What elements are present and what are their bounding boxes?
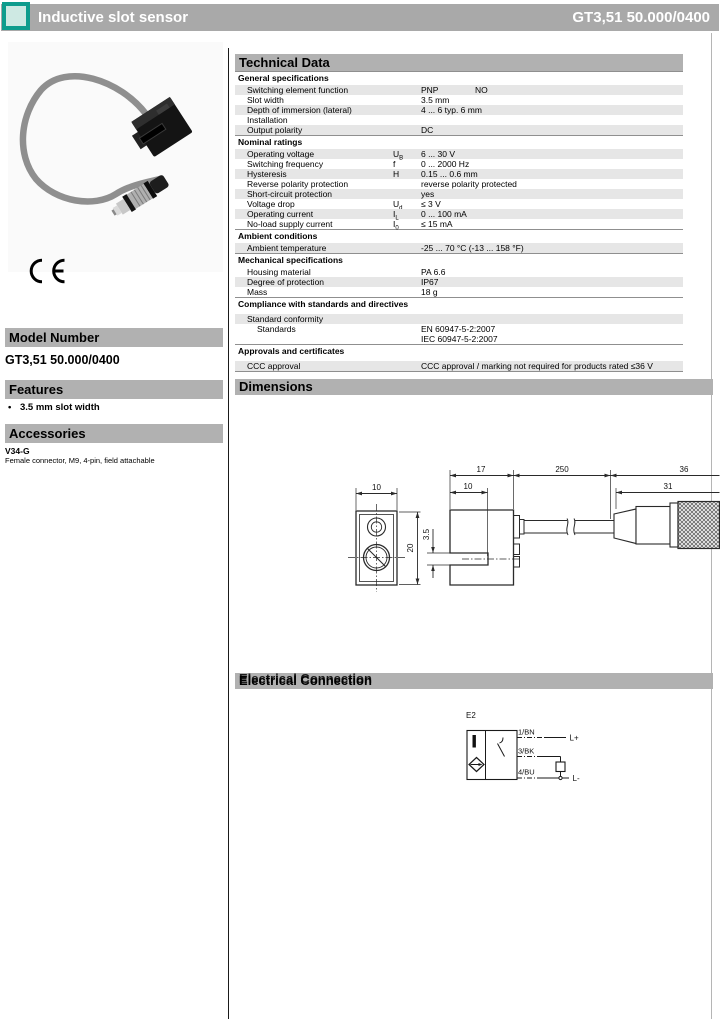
row-value: 0.15 ... 0.6 mm	[421, 169, 478, 179]
load-symbol	[556, 762, 565, 772]
dim-front-width: 10	[372, 483, 381, 492]
row-value-2: NO	[475, 85, 488, 95]
row-label: Hysteresis	[247, 169, 287, 179]
row-label: Reverse polarity protection	[247, 179, 349, 189]
row-value: 6 ... 30 V	[421, 149, 456, 159]
row-value: PNP	[421, 85, 439, 95]
table-section-title: Nominal ratings	[235, 135, 683, 149]
row-label: Installation	[247, 115, 288, 125]
column-divider	[228, 48, 229, 1019]
table-row	[235, 361, 683, 372]
circuit-label: E2	[466, 711, 476, 720]
output-symbol	[473, 735, 476, 748]
table-row	[235, 243, 683, 253]
row-value: -25 ... 70 °C (-13 ... 158 °F)	[421, 243, 524, 253]
table-row	[235, 324, 683, 344]
feature-item	[8, 402, 100, 413]
table-row	[235, 125, 683, 135]
table-row	[235, 105, 683, 115]
table-row	[235, 189, 683, 199]
junction-node	[559, 776, 562, 779]
row-value: IP67	[421, 277, 439, 287]
row-label: Housing material	[247, 267, 311, 277]
table-row	[235, 159, 683, 169]
row-label: Mass	[247, 287, 268, 297]
row-value: 3.5 mm	[421, 95, 450, 105]
table-section	[235, 297, 683, 344]
table-row	[235, 149, 683, 162]
table-section	[235, 253, 683, 297]
row-value: ≤ 15 mA	[421, 219, 453, 229]
terminal-minus-label: L-	[572, 774, 580, 783]
dim-connector-length: 36	[679, 465, 689, 474]
table-section	[235, 229, 683, 253]
row-value: EN 60947-5-2:2007 IEC 60947-5-2:2007	[421, 324, 498, 344]
row-value: CCC approval / marking not required for products rated ≤36 V	[421, 361, 653, 371]
model-number-heading: Model Number	[5, 328, 223, 347]
accessories-heading: Accessories	[5, 424, 223, 443]
table-section	[235, 71, 683, 135]
brand-logo-icon	[2, 2, 30, 30]
dim-slot-width: 3.5	[422, 528, 431, 541]
page-title: Inductive slot sensor	[38, 9, 189, 26]
ce-mark-icon	[25, 258, 67, 284]
row-value: ≤ 3 V	[421, 199, 441, 209]
row-label: Operating voltage	[247, 149, 315, 159]
row-value: DC	[421, 125, 434, 135]
table-section	[235, 344, 683, 372]
table-row	[235, 169, 683, 179]
table-row	[235, 267, 683, 277]
dim-fork-width: 17	[476, 465, 486, 474]
pin1-label: 1/BN	[518, 727, 535, 737]
table-row	[235, 287, 683, 297]
row-value: 0 ... 100 mA	[421, 209, 467, 219]
row-label: Switching frequency	[247, 159, 324, 169]
terminal-plus-label: L+	[569, 733, 579, 743]
technical-data-heading: Technical Data	[235, 54, 683, 71]
dim-slot-depth: 10	[463, 482, 473, 491]
table-section-title: General specifications	[235, 71, 683, 85]
table-section-title: Approvals and certificates	[235, 344, 683, 361]
row-value: 18 g	[421, 287, 438, 297]
row-label: No-load supply current	[247, 219, 333, 229]
accessory-description: Female connector, M9, 4-pin, field attachable	[5, 456, 155, 465]
row-label: Depth of immersion (lateral)	[247, 105, 352, 115]
features-heading: Features	[5, 380, 223, 399]
pin4-label: 4/BU	[518, 767, 535, 777]
row-label: Degree of protection	[247, 277, 325, 287]
row-value: 4 ... 6 typ. 6 mm	[421, 105, 482, 115]
row-symbol: $I_L$	[393, 209, 399, 222]
row-label: Ambient temperature	[247, 243, 327, 253]
table-section-title: Ambient conditions	[235, 229, 683, 243]
row-symbol: U	[393, 199, 400, 209]
pin3-label: 3/BK	[518, 746, 535, 756]
row-label: Voltage drop	[247, 199, 295, 209]
table-row	[235, 314, 683, 324]
table-row	[235, 199, 683, 209]
dimensions-heading: Dimensions	[235, 379, 713, 395]
accessory-name: V34-G	[5, 446, 30, 456]
bullet-icon: •	[8, 402, 12, 413]
model-number-value: GT3,51 50.000/0400	[5, 353, 120, 367]
dim-cable-length: 250	[555, 465, 569, 474]
row-symbol: $U_B$	[393, 149, 404, 162]
row-symbol: H	[393, 169, 400, 179]
table-row	[235, 209, 683, 222]
table-section	[235, 135, 683, 232]
table-row	[235, 219, 683, 232]
row-label: Slot width	[247, 95, 284, 105]
row-label: CCC approval	[247, 361, 301, 371]
product-photo	[8, 42, 223, 272]
table-section-title: Mechanical specifications	[235, 253, 683, 267]
row-label: Output polarity	[247, 125, 303, 135]
row-value: yes	[421, 189, 435, 199]
row-label: Short-circuit protection	[247, 189, 333, 199]
table-row	[235, 277, 683, 287]
table-row	[235, 95, 683, 105]
row-label: Switching element function	[247, 85, 349, 95]
row-value: PA 6.6	[421, 267, 446, 277]
feature-text: 3.5 mm slot width	[20, 402, 100, 413]
table-row	[235, 115, 683, 125]
row-label: Operating current	[247, 209, 314, 219]
dim-connector-thread: 31	[663, 482, 673, 491]
table-row	[235, 85, 683, 95]
row-symbol: $I_0$	[393, 219, 399, 232]
table-row	[235, 179, 683, 189]
row-value: reverse polarity protected	[421, 179, 517, 189]
technical-data-table	[235, 71, 683, 372]
row-symbol: f	[393, 159, 396, 169]
row-value: 0 ... 2000 Hz	[421, 159, 470, 169]
dimension-drawing	[330, 450, 720, 615]
header-model-number: GT3,51 50.000/0400	[572, 9, 710, 26]
dim-height: 20	[406, 543, 415, 553]
electrical-connection-heading: Electrical Connection	[235, 673, 713, 689]
row-label: Standard conformity	[247, 314, 324, 324]
row-label: Standards	[257, 324, 296, 334]
wiring-diagram	[440, 700, 625, 800]
table-section-title: Compliance with standards and directives	[235, 297, 683, 314]
